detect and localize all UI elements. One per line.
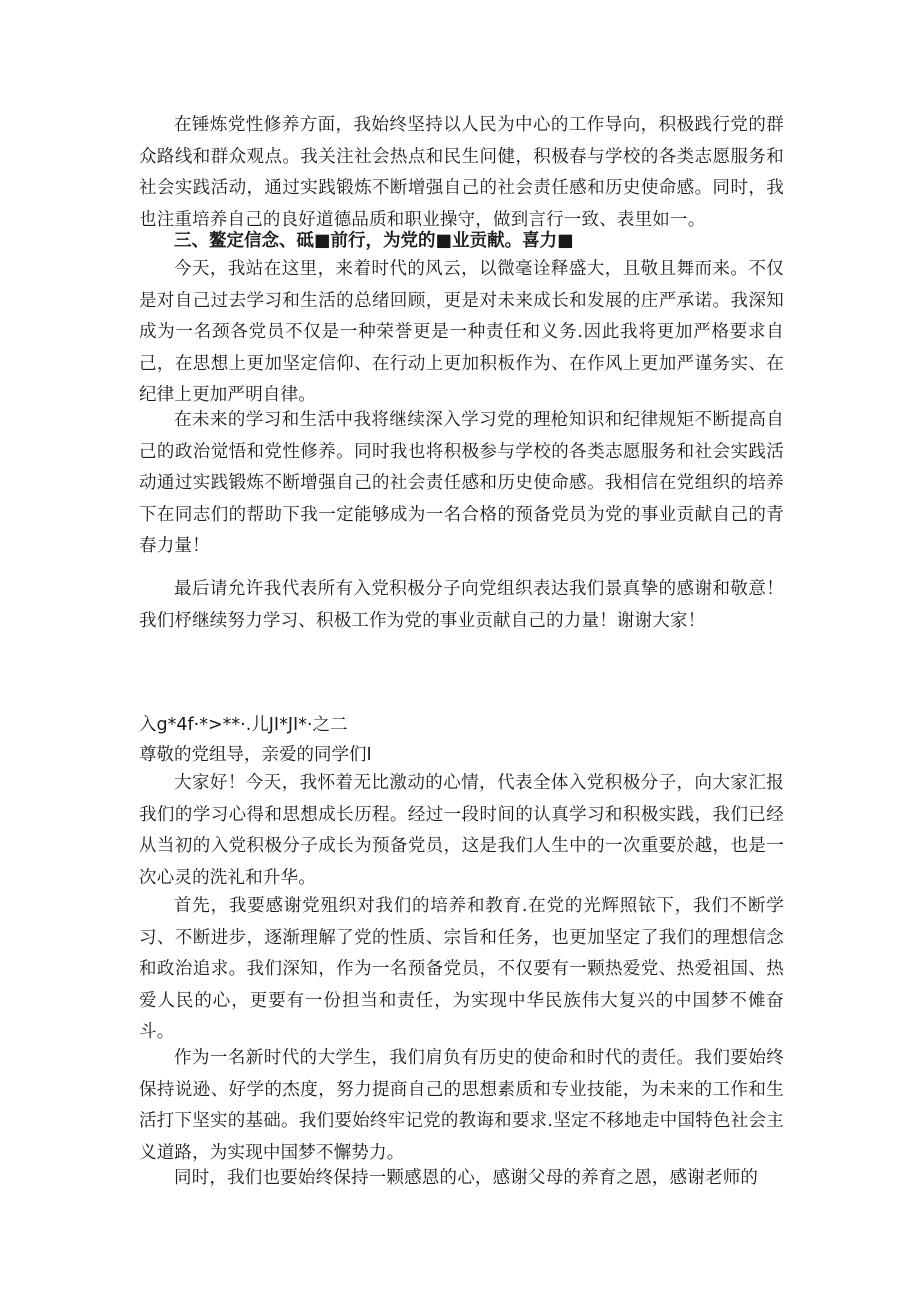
section-heading-three: 三、鳌定信念、砥■前行，为党的■业贡献。喜力■: [174, 231, 574, 251]
speech-two-title: 入g*4f·*>**·.儿JI*JI*·之二: [139, 715, 348, 735]
paragraph-gratitude-family: 同时，我们也要始终保持一颗感恩的心，感谢父母的养育之恩，感谢老师的: [174, 1168, 759, 1188]
paragraph-gratitude-party: 首先，我要感谢党殂织对我们的培养和教育.在党的光辉照铱下，我们不断学习、不断进步，逐渐理解了党的性质、宗旨和任务，也更加坚定了我们的理想信念和政治追求。我们深知，作为一名预备党员，不仅要有一颗热爱党、热爱祖国、热爱人民的心，更要有一份担当和责任，为实现中华民族伟大复兴的中国梦不傩奋斗。: [139, 896, 784, 1043]
paragraph-today-commitment: 今天，我站在这里，来着时代的风云，以微毫诠释盛大，且敬且舞而来。不仅是对自己过去学习和生活的总绪回顾，更是对未来成长和发展的庄严承诺。我深知成为一名颈各党员不仅是一种荣誉更是一种责任和义务.因此我将更加严格要求自己，在思想上更加坚定信仰、在行动上更加积板作为、在作风上更加严谨务实、在纪律上更加严明自律。: [139, 259, 784, 406]
paragraph-closing-thanks: 最后请允许我代表所有入党积极分子向党组织表达我们景真挚的感谢和敬意！我们杼继续努力学习、积极工作为党的事业贡献自己的力量！谢谢大家！: [139, 579, 784, 631]
paragraph-greeting: 大家好！今天，我怀着无比激动的心情，代表全体入党积极分子，向大家汇报我们的学习心得和思想成长历程。经过一段时间的认真学习和积极实践，我们已经从当初的入党积极分子成长为预备党员，这是我们人生中的一次重要於越，也是一次心灵的洗礼和升华。: [139, 773, 784, 888]
salutation: 尊敬的党组导，亲爱的同学们I: [139, 745, 372, 765]
paragraph-party-cultivation: 在锤炼党性修养方面，我始终坚持以人民为中心的工作导向，积极践行党的群众路线和群众观点。我关注社会热点和民生问健，积极春与学校的各类志愿服务和社会实践活动，通过实践锻炼不断增强自己的社会责任感和历史使命感。同时，我也注重培养自己的良好道德品质和职业操守，做到言行一致、表里如一。: [139, 115, 784, 230]
paragraph-future-study: 在未来的学习和生活中我将继续深入学习党的理枪知识和纪律规矩不断提高自己的政治觉悟和党性修养。同时我也将积极参与学校的各类志愿服务和社会实践活动通过实践锻炼不断增强自己的社会责任感和历史使命感。我相信在党组织的培养下在同志们的帮助下我一定能够成为一名合格的预备党员为党的事业贡献自己的青春力量！: [139, 410, 784, 557]
paragraph-student-responsibility: 作为一名新时代的大学生，我们肩负有历史的使命和时代的责任。我们要始终保持说逊、好学的杰度，努力提商自己的思想素质和专业技能，为未来的工作和生活打下坚实的基础。我们要始终牢记党的教诲和要求.坚定不移地走中国特色社会主义道路，为实现中国梦不懈势力。: [139, 1048, 784, 1163]
